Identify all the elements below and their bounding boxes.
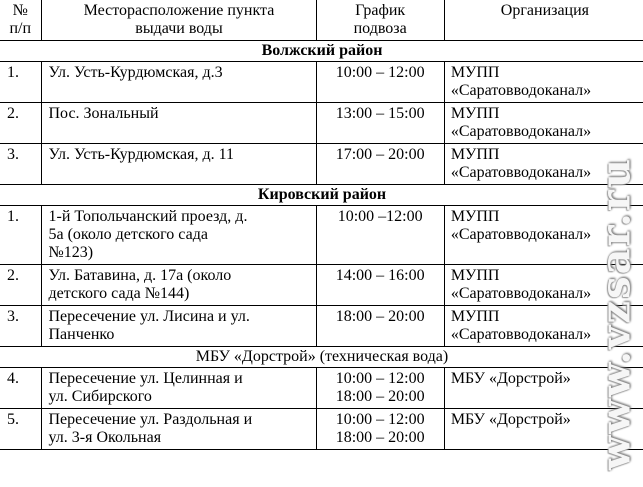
row-number: 3. xyxy=(0,306,42,347)
row-schedule xyxy=(316,306,444,347)
table-row xyxy=(0,265,643,306)
cell-line: 18:00 – 20:00 xyxy=(335,308,425,325)
section-title: Волжский район xyxy=(0,41,643,62)
row-schedule xyxy=(316,409,444,450)
cell-line: 10:00 –12:00 xyxy=(337,208,423,225)
section-title: МБУ «Дорстрой» (техническая вода) xyxy=(0,347,643,368)
cell-line: «Саратовводоканал» xyxy=(450,123,592,140)
cell-line: «Саратовводоканал» xyxy=(450,285,592,302)
cell-line: Пересечение ул. Целинная и xyxy=(48,370,243,387)
cell-line: 10:00 – 12:00 xyxy=(335,370,425,387)
row-organization xyxy=(444,368,643,409)
row-organization xyxy=(444,265,643,306)
table-row xyxy=(0,62,643,103)
row-number: 2. xyxy=(0,265,42,306)
cell-line: 5а (около детского сада xyxy=(48,226,208,243)
cell-line: ул. Сибирского xyxy=(48,388,152,405)
cell-line: Пересечение ул. Раздольная и xyxy=(48,411,253,428)
watermark-text: www.vzsar.ru xyxy=(592,156,640,471)
cell-line: 18:00 – 20:00 xyxy=(335,429,425,446)
cell-line: МУПП xyxy=(450,308,500,325)
row-organization xyxy=(444,103,643,144)
cell-line: МБУ «Дорстрой» xyxy=(450,411,571,428)
row-organization xyxy=(444,144,643,185)
row-number: 3. xyxy=(0,144,42,185)
cell-line: «Саратовводоканал» xyxy=(450,164,592,181)
section-title: Кировский район xyxy=(0,185,643,206)
cell-line: МБУ «Дорстрой» xyxy=(450,370,571,387)
cell-line: 10:00 – 12:00 xyxy=(335,411,425,428)
cell-line: Панченко xyxy=(48,326,115,343)
cell-line: «Саратовводоканал» xyxy=(450,226,592,243)
cell-line: 1-й Топольчанский проезд, д. xyxy=(48,208,248,225)
cell-line: Ул. Усть-Курдюмская, д.3 xyxy=(48,64,223,81)
cell-line: ул. 3-я Окольная xyxy=(48,429,162,446)
cell-line: 13:00 – 15:00 xyxy=(335,105,425,122)
header-organization: Организация xyxy=(444,0,643,41)
table-row xyxy=(0,368,643,409)
cell-line: МУПП xyxy=(450,267,500,284)
row-schedule xyxy=(316,206,444,265)
cell-line: №123) xyxy=(48,244,94,261)
row-number: 2. xyxy=(0,103,42,144)
section-header-row xyxy=(0,347,643,368)
cell-line: МУПП xyxy=(450,64,500,81)
row-location xyxy=(42,103,316,144)
cell-line: МУПП xyxy=(450,146,500,163)
row-organization xyxy=(444,306,643,347)
table-row xyxy=(0,103,643,144)
cell-line: «Саратовводоканал» xyxy=(450,82,592,99)
cell-line: 18:00 – 20:00 xyxy=(335,388,425,405)
header-schedule: График подвоза xyxy=(316,0,444,41)
row-organization xyxy=(444,409,643,450)
header-location: Месторасположение пункта выдачи воды xyxy=(42,0,316,41)
section-header-row xyxy=(0,41,643,62)
section-header-row xyxy=(0,185,643,206)
table-row xyxy=(0,206,643,265)
row-organization xyxy=(444,206,643,265)
row-number: 5. xyxy=(0,409,42,450)
cell-line: 14:00 – 16:00 xyxy=(335,267,425,284)
row-schedule xyxy=(316,368,444,409)
cell-line: МУПП xyxy=(450,208,500,225)
row-location xyxy=(42,206,316,265)
cell-line: Ул. Батавина, д. 17а (около xyxy=(48,267,232,284)
row-schedule xyxy=(316,265,444,306)
row-organization xyxy=(444,62,643,103)
row-location xyxy=(42,409,316,450)
table-header-row xyxy=(0,0,643,41)
row-number: 1. xyxy=(0,62,42,103)
row-location xyxy=(42,265,316,306)
cell-line: Ул. Усть-Курдюмская, д. 11 xyxy=(48,146,235,163)
table-row xyxy=(0,306,643,347)
cell-line: «Саратовводоканал» xyxy=(450,326,592,343)
cell-line: детского сада №144) xyxy=(48,285,190,302)
table-row xyxy=(0,144,643,185)
table-body xyxy=(0,41,643,450)
row-schedule xyxy=(316,62,444,103)
row-number: 4. xyxy=(0,368,42,409)
cell-line: МУПП xyxy=(450,105,500,122)
row-number: 1. xyxy=(0,206,42,265)
row-location xyxy=(42,62,316,103)
row-location xyxy=(42,306,316,347)
table-row xyxy=(0,409,643,450)
cell-line: 10:00 – 12:00 xyxy=(335,64,425,81)
row-schedule xyxy=(316,103,444,144)
row-location xyxy=(42,144,316,185)
cell-line: Пос. Зональный xyxy=(48,105,159,122)
header-number: № п/п xyxy=(0,0,42,41)
cell-line: 17:00 – 20:00 xyxy=(335,146,425,163)
row-location xyxy=(42,368,316,409)
cell-line: Пересечение ул. Лисина и ул. xyxy=(48,308,250,325)
row-schedule xyxy=(316,144,444,185)
